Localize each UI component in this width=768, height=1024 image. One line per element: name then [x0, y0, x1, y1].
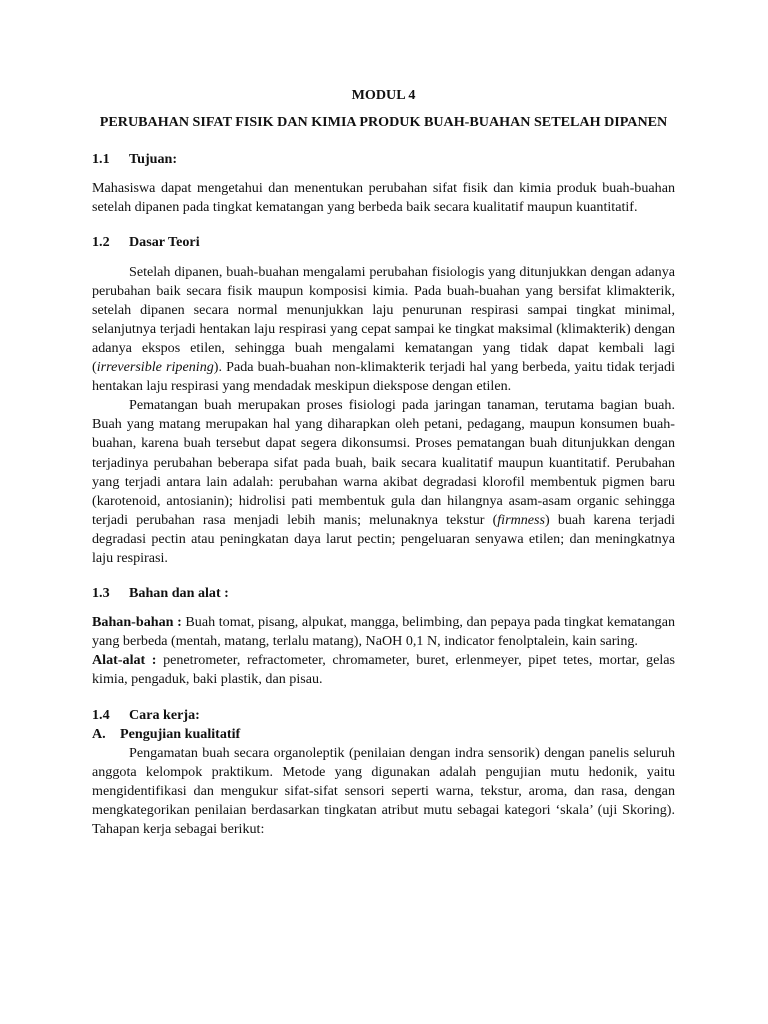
section-heading-cara-kerja — [92, 706, 675, 725]
section-number: 1.2 — [92, 234, 110, 251]
section-title: Bahan dan alat : — [129, 585, 229, 602]
cara-kerja-paragraph: Pengamatan buah secara organoleptik (penilaian dengan indra sensorik) dengan panelis seluruh anggota kelompok praktikum. Metode yang digunakan adalah pengujian mutu hedonik, yaitu mengidentifikasi dan mengukur sifat-sifat sensori seperti warna, tekstur, aroma, dan rasa, dengan mengkategorikan penilaian berdasarkan tingkatan atribut mutu sebagai kategori ‘skala’ (uji Skoring). Tahapan kerja sebagai berikut: — [92, 744, 675, 838]
alat-text: penetrometer, refractometer, chromameter, buret, erlenmeyer, pipet tetes, mortar, gelas kimia, pengaduk, baki plastik, dan pisau. — [92, 652, 675, 688]
paragraph-text: ) buah karena terjadi degradasi pectin atau peningkatan daya larut pectin; pengeluaran senyawa etilen; dan meningkatnya laju respirasi. — [92, 511, 675, 566]
document-heading: PERUBAHAN SIFAT FISIK DAN KIMIA PRODUK BUAH-BUAHAN SETELAH DIPANEN — [99, 114, 668, 131]
dasar-teori-paragraph-1 — [92, 263, 675, 397]
subheading-title: Pengujian kualitatif — [120, 725, 241, 742]
alat-paragraph — [92, 651, 675, 689]
document-page — [92, 86, 675, 839]
bahan-text: Buah tomat, pisang, alpukat, mangga, belimbing, dan pepaya pada tingkat kematangan yang berbeda (mentah, matang, terlalu matang), NaOH 0,1 N, indicator fenolptalein, kain saring. — [92, 614, 675, 650]
bahan-paragraph — [92, 613, 675, 651]
module-title: MODUL 4 — [351, 87, 416, 103]
section-heading-dasar-teori — [92, 233, 675, 252]
subheading-letter: A. — [92, 725, 106, 742]
section-title: Tujuan: — [129, 151, 178, 168]
paragraph-text: ). Pada buah-buahan non-klimakterik terjadi hal yang berbeda, yaitu tidak terjadi hentakan laju respirasi yang mendadak meskipun diekspose dengan etilen. — [92, 359, 675, 395]
italic-term: firmness — [497, 511, 546, 528]
section-heading-tujuan — [92, 150, 675, 169]
dasar-teori-paragraph-2 — [92, 396, 675, 568]
italic-term: irreversible ripening — [96, 359, 214, 376]
section-number: 1.4 — [92, 706, 110, 723]
bahan-label: Bahan-bahan : — [92, 614, 182, 631]
section-title: Cara kerja: — [129, 706, 200, 723]
paragraph-text: Pematangan buah merupakan proses fisiologi pada jaringan tanaman, terutama bagian buah. Buah yang matang merupakan hal yang diharapkan oleh petani, pedagang, maupun konsumen buah-buahan, karena buah tersebut dapat segera dikonsumsi. Proses pematangan buah ditunjukkan dengan terjadinya perubahan beberapa sifat pada buah, baik secara kualitatif maupun kuantitatif. Perubahan yang terjadi antara lain adalah: perubahan warna akibat degradasi klorofil membentuk pigmen baru (karotenoid, antosianin); hidrolisi pati membentuk gula dan hilangnya asam-asam organic sehingga terjadi perubahan rasa menjadi lebih manis; melunaknya tekstur ( — [92, 397, 675, 528]
paragraph-text: Setelah dipanen, buah-buahan mengalami perubahan fisiologis yang ditunjukkan dengan adanya perubahan baik secara fisik maupun komposisi kimia. Pada buah-buahan yang bersifat klimakterik, setelah dipanen secara normal menunjukkan laju penurunan respirasi sampai tingkat minimal, selanjutnya terjadi hentakan laju respirasi yang cepat sampai ke tingkat maksimal (klimakterik) dengan adanya ekspos etilen, sehingga buah mengalami kematangan yang tidak dapat kembali lagi ( — [92, 263, 675, 376]
subheading-pengujian-kualitatif — [92, 725, 675, 744]
tujuan-paragraph: Mahasiswa dapat mengetahui dan menentukan perubahan sifat fisik dan kimia produk buah-buahan setelah dipanen pada tingkat kematangan yang berbeda baik secara kualitatif maupun kuantitatif. — [92, 180, 675, 216]
section-number: 1.3 — [92, 585, 110, 602]
section-heading-bahan-alat — [92, 584, 675, 603]
section-number: 1.1 — [92, 151, 110, 168]
section-title: Dasar Teori — [129, 234, 200, 251]
alat-label: Alat-alat : — [92, 652, 157, 669]
